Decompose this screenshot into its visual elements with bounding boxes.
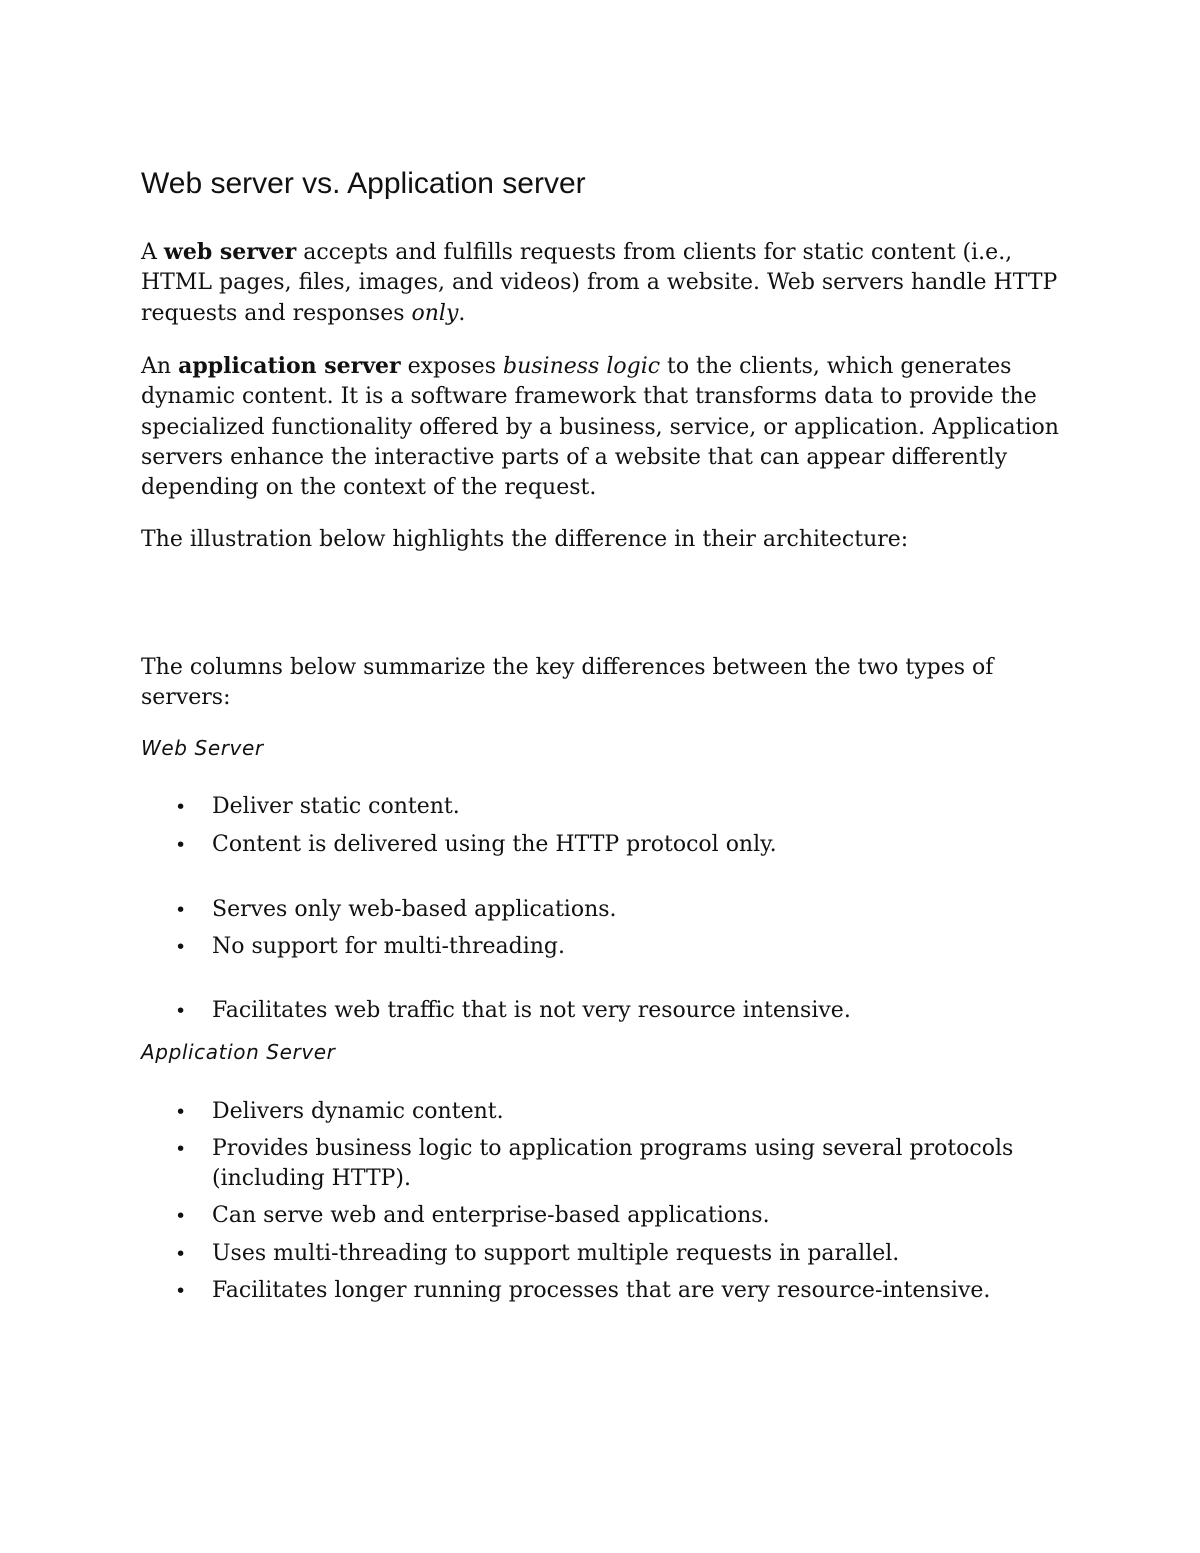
bullet-icon: • (175, 834, 187, 856)
emphasis-only: only (411, 300, 459, 326)
list-item-text: Can serve web and enterprise-based applications. (212, 1203, 770, 1228)
web-server-term: web server (163, 239, 297, 265)
page-title: Web server vs. Application server (141, 167, 586, 200)
bullet-icon: • (175, 936, 187, 958)
paragraph-text: exposes (400, 354, 503, 379)
list-item-text: Uses multi-threading to support multiple requests in parallel. (212, 1241, 900, 1266)
bullet-icon: • (175, 796, 187, 818)
paragraph-text: An (141, 354, 179, 379)
bullet-icon: • (175, 899, 187, 921)
application-server-term: application server (178, 353, 401, 379)
emphasis-business-logic: business logic (502, 354, 661, 379)
list-item-text: Deliver static content. (212, 794, 460, 819)
web-server-heading: Web Server (141, 736, 264, 760)
list-item-text: No support for multi-threading. (212, 934, 566, 959)
columns-intro-paragraph: The columns below summarize the key differences between the two types of servers: (141, 655, 994, 711)
bullet-icon: • (175, 1000, 187, 1022)
paragraph-text: . (458, 300, 466, 326)
paragraph-text: accepts and fulfills requests from clients for static content (i.e., HTML pages, files, images, and videos) from a website. Web servers handle HTTP requests and responses (141, 240, 1058, 326)
list-item-text: Provides business logic to application programs using several protocols (including HTTP). (212, 1136, 1014, 1192)
paragraph-text: A (141, 240, 164, 265)
illustration-intro-paragraph: The illustration below highlights the difference in their architecture: (141, 527, 909, 552)
application-server-definition-paragraph (141, 351, 1081, 503)
list-item-text: Content is delivered using the HTTP protocol only. (212, 832, 777, 857)
bullet-icon: • (175, 1138, 187, 1160)
list-item-text: Delivers dynamic content. (212, 1099, 504, 1124)
bullet-icon: • (175, 1280, 187, 1302)
list-item-text: Serves only web-based applications. (212, 897, 617, 922)
web-server-definition-paragraph (141, 237, 1081, 329)
paragraph-text: to the clients, which generates dynamic content. It is a software framework that transforms data to provide the specialized functionality offered by a business, service, or application. Application servers enhance the interactive parts of a website that can appear differently depending on the context of the request. (141, 354, 1059, 501)
list-item-text: Facilitates web traffic that is not very resource intensive. (212, 998, 851, 1023)
bullet-icon: • (175, 1101, 187, 1123)
application-server-heading: Application Server (141, 1040, 336, 1064)
bullet-icon: • (175, 1243, 187, 1265)
list-item-text: Facilitates longer running processes that are very resource-intensive. (212, 1278, 991, 1303)
bullet-icon: • (175, 1205, 187, 1227)
